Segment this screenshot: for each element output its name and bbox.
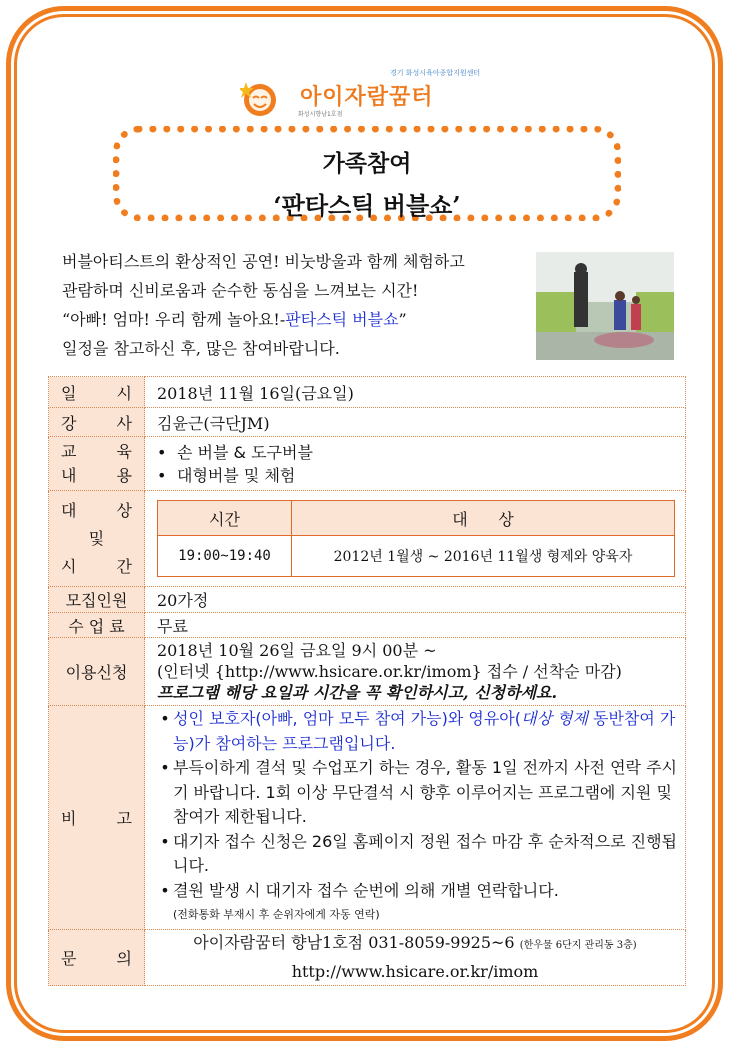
intro-line4: 일정을 참고하신 후, 많은 참여바랍니다. xyxy=(62,339,340,358)
apply-label: 이용신청 xyxy=(49,638,145,706)
date-value: 2018년 11월 16일(금요일) xyxy=(145,377,686,408)
logo xyxy=(240,68,500,120)
intro-line1: 버블아티스트의 환상적인 공연! 비눗방울과 함께 체험하고 xyxy=(62,252,465,271)
contact-line1: 아이자람꿈터 향남1호점 031-8059-9925~6 (한우물 6단지 관리동 3층) xyxy=(193,933,637,952)
recruit-value: 20가정 xyxy=(145,587,686,613)
list-item: • 손 버블 & 도구버블 xyxy=(157,441,685,464)
smiley-logo-icon xyxy=(240,78,296,118)
info-table xyxy=(48,376,686,986)
fee-value: 무료 xyxy=(145,613,686,638)
schedule-head-target: 대 상 xyxy=(292,501,675,536)
content-list xyxy=(145,437,686,491)
teacher-value: 김윤근(극단JM) xyxy=(145,408,686,437)
title-line2: ‘판타스틱 버블쇼’ xyxy=(273,191,461,220)
logo-top-text: 경기 화성시육아종합지원센터 xyxy=(390,69,481,77)
note-1: • 성인 보호자(아빠, 엄마 모두 참여 가능)와 영유아(대상 형제 동반참여 가능)가 참여하는 프로그램입니다. xyxy=(157,707,685,756)
logo-name: 아이자람꿈터 xyxy=(300,85,434,110)
schedule-target: 2012년 1월생 ~ 2016년 11월생 형제와 양육자 xyxy=(292,536,675,577)
note-4-sub: (전화통화 부재시 후 순위자에게 자동 연락) xyxy=(173,908,380,922)
title-line1: 가족참여 xyxy=(322,150,412,177)
logo-sub-text: 화성시향남1호점 xyxy=(298,111,343,118)
target-label: 대 상 및 시 간 xyxy=(49,491,145,587)
apply-value xyxy=(145,638,686,706)
notes-list xyxy=(145,706,686,930)
note-2: • 부득이하게 결석 및 수업포기 하는 경우, 활동 1일 전까지 사전 연락 주시기 바랍니다. 1회 이상 무단결석 시 향후 이루어지는 프로그램에 지원 및 참여가 제한됩니다. xyxy=(157,756,685,830)
note-4: • 결원 발생 시 대기자 접수 순번에 의해 개별 연락합니다. xyxy=(157,879,685,904)
recruit-label: 모집인원 xyxy=(49,587,145,613)
fee-label: 수 업 료 xyxy=(49,613,145,638)
apply-notice: 프로그램 해당 요일과 시간을 꼭 확인하시고, 신청하세요. xyxy=(157,683,558,702)
intro-text xyxy=(62,247,532,363)
apply-line2: (인터넷 {http://www.hsicare.or.kr/imom} 접수 / 선착순 마감) xyxy=(157,662,622,681)
contact-url[interactable]: http://www.hsicare.or.kr/imom xyxy=(291,962,539,981)
apply-line1: 2018년 10월 26일 금요일 9시 00분 ~ xyxy=(157,641,437,660)
schedule-head-time: 시간 xyxy=(158,501,292,536)
list-item: • 대형버블 및 체험 xyxy=(157,464,685,487)
date-label: 일 시 xyxy=(49,377,145,408)
content-label: 교 육 내 용 xyxy=(49,437,145,491)
note-3: • 대기자 접수 신청은 26일 홈페이지 정원 접수 마감 후 순차적으로 진행됩니다. xyxy=(157,830,685,879)
notes-label: 비 고 xyxy=(49,706,145,930)
target-cell xyxy=(145,491,686,587)
intro-line3: “아빠! 엄마! 우리 함께 놀아요!-판타스틱 버블쇼” xyxy=(62,310,407,329)
title-box xyxy=(113,126,621,221)
contact-value xyxy=(145,930,686,986)
intro-line2: 관람하며 신비로움과 순수한 동심을 느껴보는 시간! xyxy=(62,281,419,300)
bubble-show-photo xyxy=(536,252,674,360)
schedule-time: 19:00~19:40 xyxy=(158,536,292,577)
teacher-label: 강 사 xyxy=(49,408,145,437)
schedule-table xyxy=(157,500,675,577)
contact-label: 문 의 xyxy=(49,930,145,986)
